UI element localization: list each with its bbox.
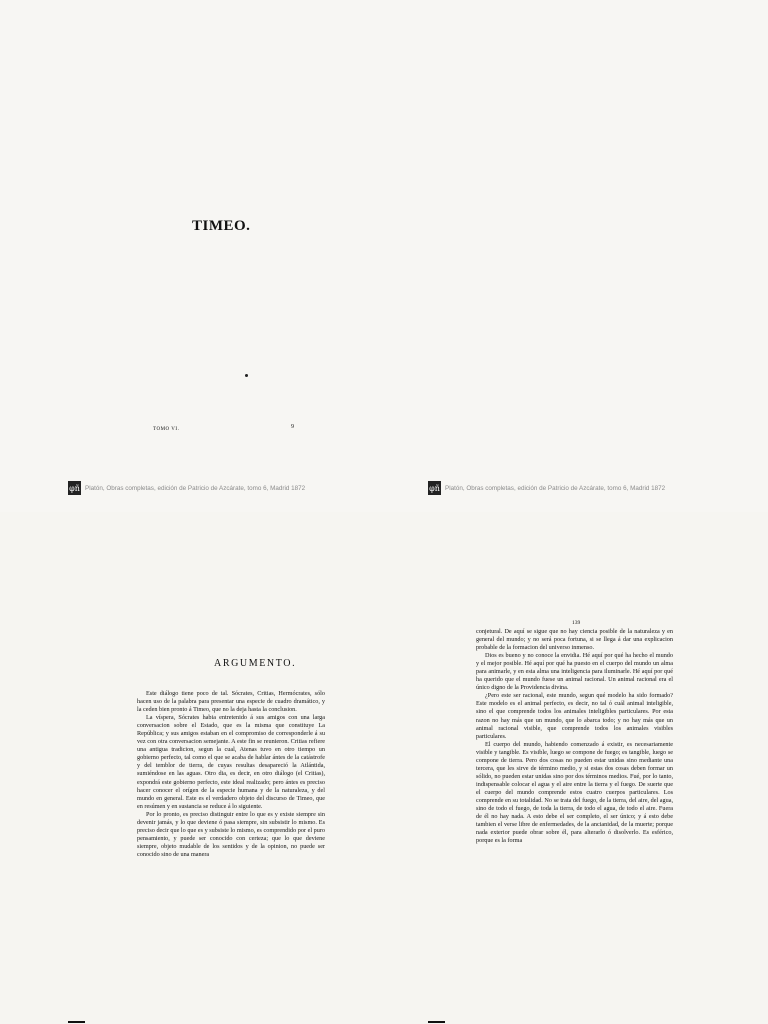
section-heading: ARGUMENTO. [214,658,297,669]
publisher-logo-icon: φñ [68,481,81,495]
ink-speck [245,374,248,377]
paragraph: Dios es bueno y no conoce la envidia. Hé aquí por qué ha hecho el mundo y el mejor posible. Hé aquí por qué ha puesto en el cuerpo del mundo un alma para animarle, y en esta alma una inteligencia para iluminarle. Hé aquí por qué ha querido que el mundo fuese un animal racional. Un animal racional era el único digno de la Providencia divina. [476,652,673,692]
signature-mark: 9 [291,424,294,430]
argument-text [137,690,325,859]
paragraph: conjetural. De aquí se sigue que no hay ciencia posible de la naturaleza y en general del mundo; y no será poca fortuna, si se llega á dar una explicacion probable de la formacion del universo inmenso. [476,628,673,652]
publisher-logo-icon: φñ [428,481,441,495]
footer-caption: Platón, Obras completas, edición de Patricio de Azcárate, tomo 6, Madrid 1872 [445,484,666,492]
paragraph: ¿Pero este ser racional, este mundo, segun qué modelo ha sido formado? Este modelo es el animal perfecto, es decir, no tal ó cuál animal inteligible, sino el que comprende todos los animales inteligibles particulares. Por esta razon no hay más que un mundo, que lo abarca todo; y no hay más que un animal racional visible, que comprende todos los animales visibles particulares. [476,692,673,740]
page-number: 139 [572,620,581,626]
paragraph: Este diálogo tiene poco de tal. Sócrates, Critias, Hermócrates, sólo hacen uso de la palabra para presentar una especie de cuadro dramático, y la ceden bien pronto á Timeo, que no la deja hasta la conclusion. [137,690,325,714]
footer-right [428,481,665,495]
page-title-sheet [0,0,384,512]
page-edge-mark [428,1021,445,1023]
page-edge-mark [68,1021,85,1023]
blank-page [384,0,768,512]
volume-label: TOMO VI. [153,427,180,432]
page-title: TIMEO. [192,218,251,234]
footer-left [68,481,305,495]
paragraph: El cuerpo del mundo, habiendo comenzado á existir, es necesariamente visible y tangible. Es visible, luego se compone de fuego; es tangible, luego se compone de tierra. Pero dos cosas no pueden estar unidas sino mediante una tercera, que les sirve de término medio, y si estas dos cosas deben formar un sólido, no pueden estar unidas sino por dos términos medios. Fué, por lo tanto, indispensable colocar el agua y el aire entre la tierra y el fuego. De suerte que el cuerpo del mundo comprende estos cuatro cuerpos particulares. Los comprende en su totalidad. No se trata del fuego, de la tierra, del aire, del agua, sino de todo el fuego, de toda la tierra, de todo el agua, de todo el aire. Fuera de él no hay nada. A esto debe el ser completo, el ser único; y á esto debe tambien el verse libre de enfermedades, de la ancianidad, de la muerte; porque nada exterior puede obrar sobre él, para alterarlo ó disolverlo. Es esférico, porque es la forma [476,740,673,845]
continuation-text [476,628,673,845]
paragraph: La víspera, Sócrates habia entretenido á sus amigos con una larga conversacion sobre el Estado, que es la misma que constituye La República; y sus amigos estaban en el compromiso de corresponderle á su vez con otra conversacion semejante. A este fin se reunieron. Critias refiere una antigua tradicion, segun la cual, Atenas tuvo en otro tiempo un gobierno perfecto, tal como el que se acaba de hablar ántes de la catástrofe y del temblor de tierra, de cuyas resultas desapareció la Atlántida, sumiéndose en las aguas. Otro dia, es decir, en otro diálogo (el Critias), expondrá este gobierno perfecto, este ideal realizado; pero ántes es preciso hacer conocer el orígen de la especie humana y de la naturaleza, y del mundo en general. Este es el verdadero objeto del discurso de Timeo, que en resúmen y en sustancia se reduce á lo siguiente. [137,714,325,810]
footer-caption: Platón, Obras completas, edición de Patricio de Azcárate, tomo 6, Madrid 1872 [85,484,306,492]
paragraph: Por lo pronto, es preciso distinguir entre lo que es y existe siempre sin devenir jamás, y lo que deviene ó pasa siempre, sin subsistir lo mismo. Es preciso decir que lo que es y subsiste lo mismo, es comprendido por el puro pensamiento, y puede ser conocido con certeza; que lo que deviene siempre, objeto mudable de los sentidos y de la opinion, no puede ser conocido sino de una manera [137,810,325,858]
